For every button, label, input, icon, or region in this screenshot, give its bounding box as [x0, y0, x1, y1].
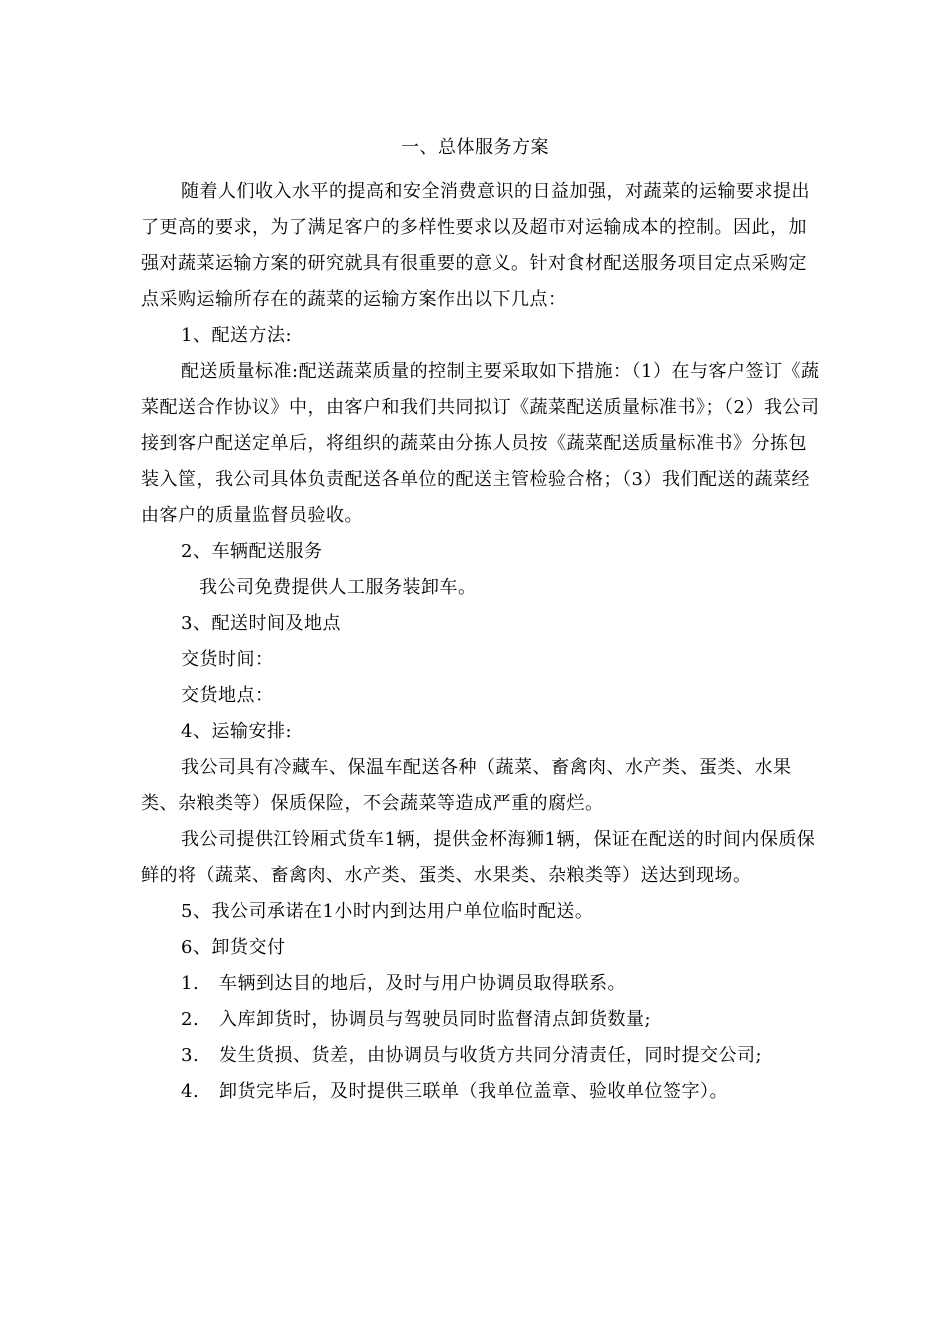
document-body [141, 174, 821, 1110]
section-2-text: 我公司免费提供人工服务装卸车。 [199, 577, 477, 598]
list-item-number: 3. [181, 1045, 200, 1066]
list-item-text: 入库卸货时，协调员与驾驶员同时监督清点卸货数量; [219, 1009, 652, 1030]
section-4-paragraph-2: 我公司提供江铃厢式货车1辆，提供金杯海狮1辆，保证在配送的时间内保质保鲜的将（蔬菜、畜禽肉、水产类、蛋类、水果类、杂粮类等）送达到现场。 [141, 829, 816, 886]
section-5-heading: 5、我公司承诺在1小时内到达用户单位临时配送。 [181, 901, 594, 922]
intro-paragraph: 随着人们收入水平的提高和安全消费意识的日益加强，对蔬菜的运输要求提出了更高的要求，为了满足客户的多样性要求以及超市对运输成本的控制。因此，加强对蔬菜运输方案的研究就具有很重要的意义。针对食材配送服务项目定点采购定点采购运输所存在的蔬菜的运输方案作出以下几点： [141, 181, 810, 310]
list-item [141, 1038, 821, 1074]
list-item [141, 1002, 821, 1038]
section-4-heading: 4、运输安排: [181, 721, 293, 742]
section-1-heading: 1、配送方法: [181, 325, 293, 346]
list-item-number: 2. [181, 1009, 200, 1030]
list-item-number: 4. [181, 1081, 200, 1102]
list-item-number: 1. [181, 973, 200, 994]
list-item [141, 1074, 821, 1110]
list-item-text: 发生货损、货差，由协调员与收货方共同分清责任，同时提交公司; [219, 1045, 763, 1066]
delivery-time-label: 交货时间： [181, 649, 274, 670]
list-item [141, 966, 821, 1002]
section-3-heading: 3、配送时间及地点 [181, 613, 341, 634]
section-1-text: 配送质量标准:配送蔬菜质量的控制主要采取如下措施：（1）在与客户签订《蔬菜配送合作协议》中，由客户和我们共同拟订《蔬菜配送质量标准书》；（2）我公司接到客户配送定单后，将组织的蔬菜由分拣人员按《蔬菜配送质量标准书》分拣包装入筐，我公司具体负责配送各单位的配送主管检验合格；（3）我们配送的蔬菜经由客户的质量监督员验收。 [141, 361, 820, 526]
section-6-heading: 6、卸货交付 [181, 937, 286, 958]
list-item-text: 卸货完毕后，及时提供三联单（我单位盖章、验收单位签字）。 [219, 1081, 728, 1102]
list-item-text: 车辆到达目的地后，及时与用户协调员取得联系。 [219, 973, 626, 994]
delivery-place-label: 交货地点： [181, 685, 274, 706]
section-4-paragraph-1: 我公司具有冷藏车、保温车配送各种（蔬菜、畜禽肉、水产类、蛋类、水果类、杂粮类等）保质保险，不会蔬菜等造成严重的腐烂。 [141, 757, 792, 814]
page-title: 一、总体服务方案 [401, 137, 549, 158]
section-2-heading: 2、车辆配送服务 [181, 541, 323, 562]
